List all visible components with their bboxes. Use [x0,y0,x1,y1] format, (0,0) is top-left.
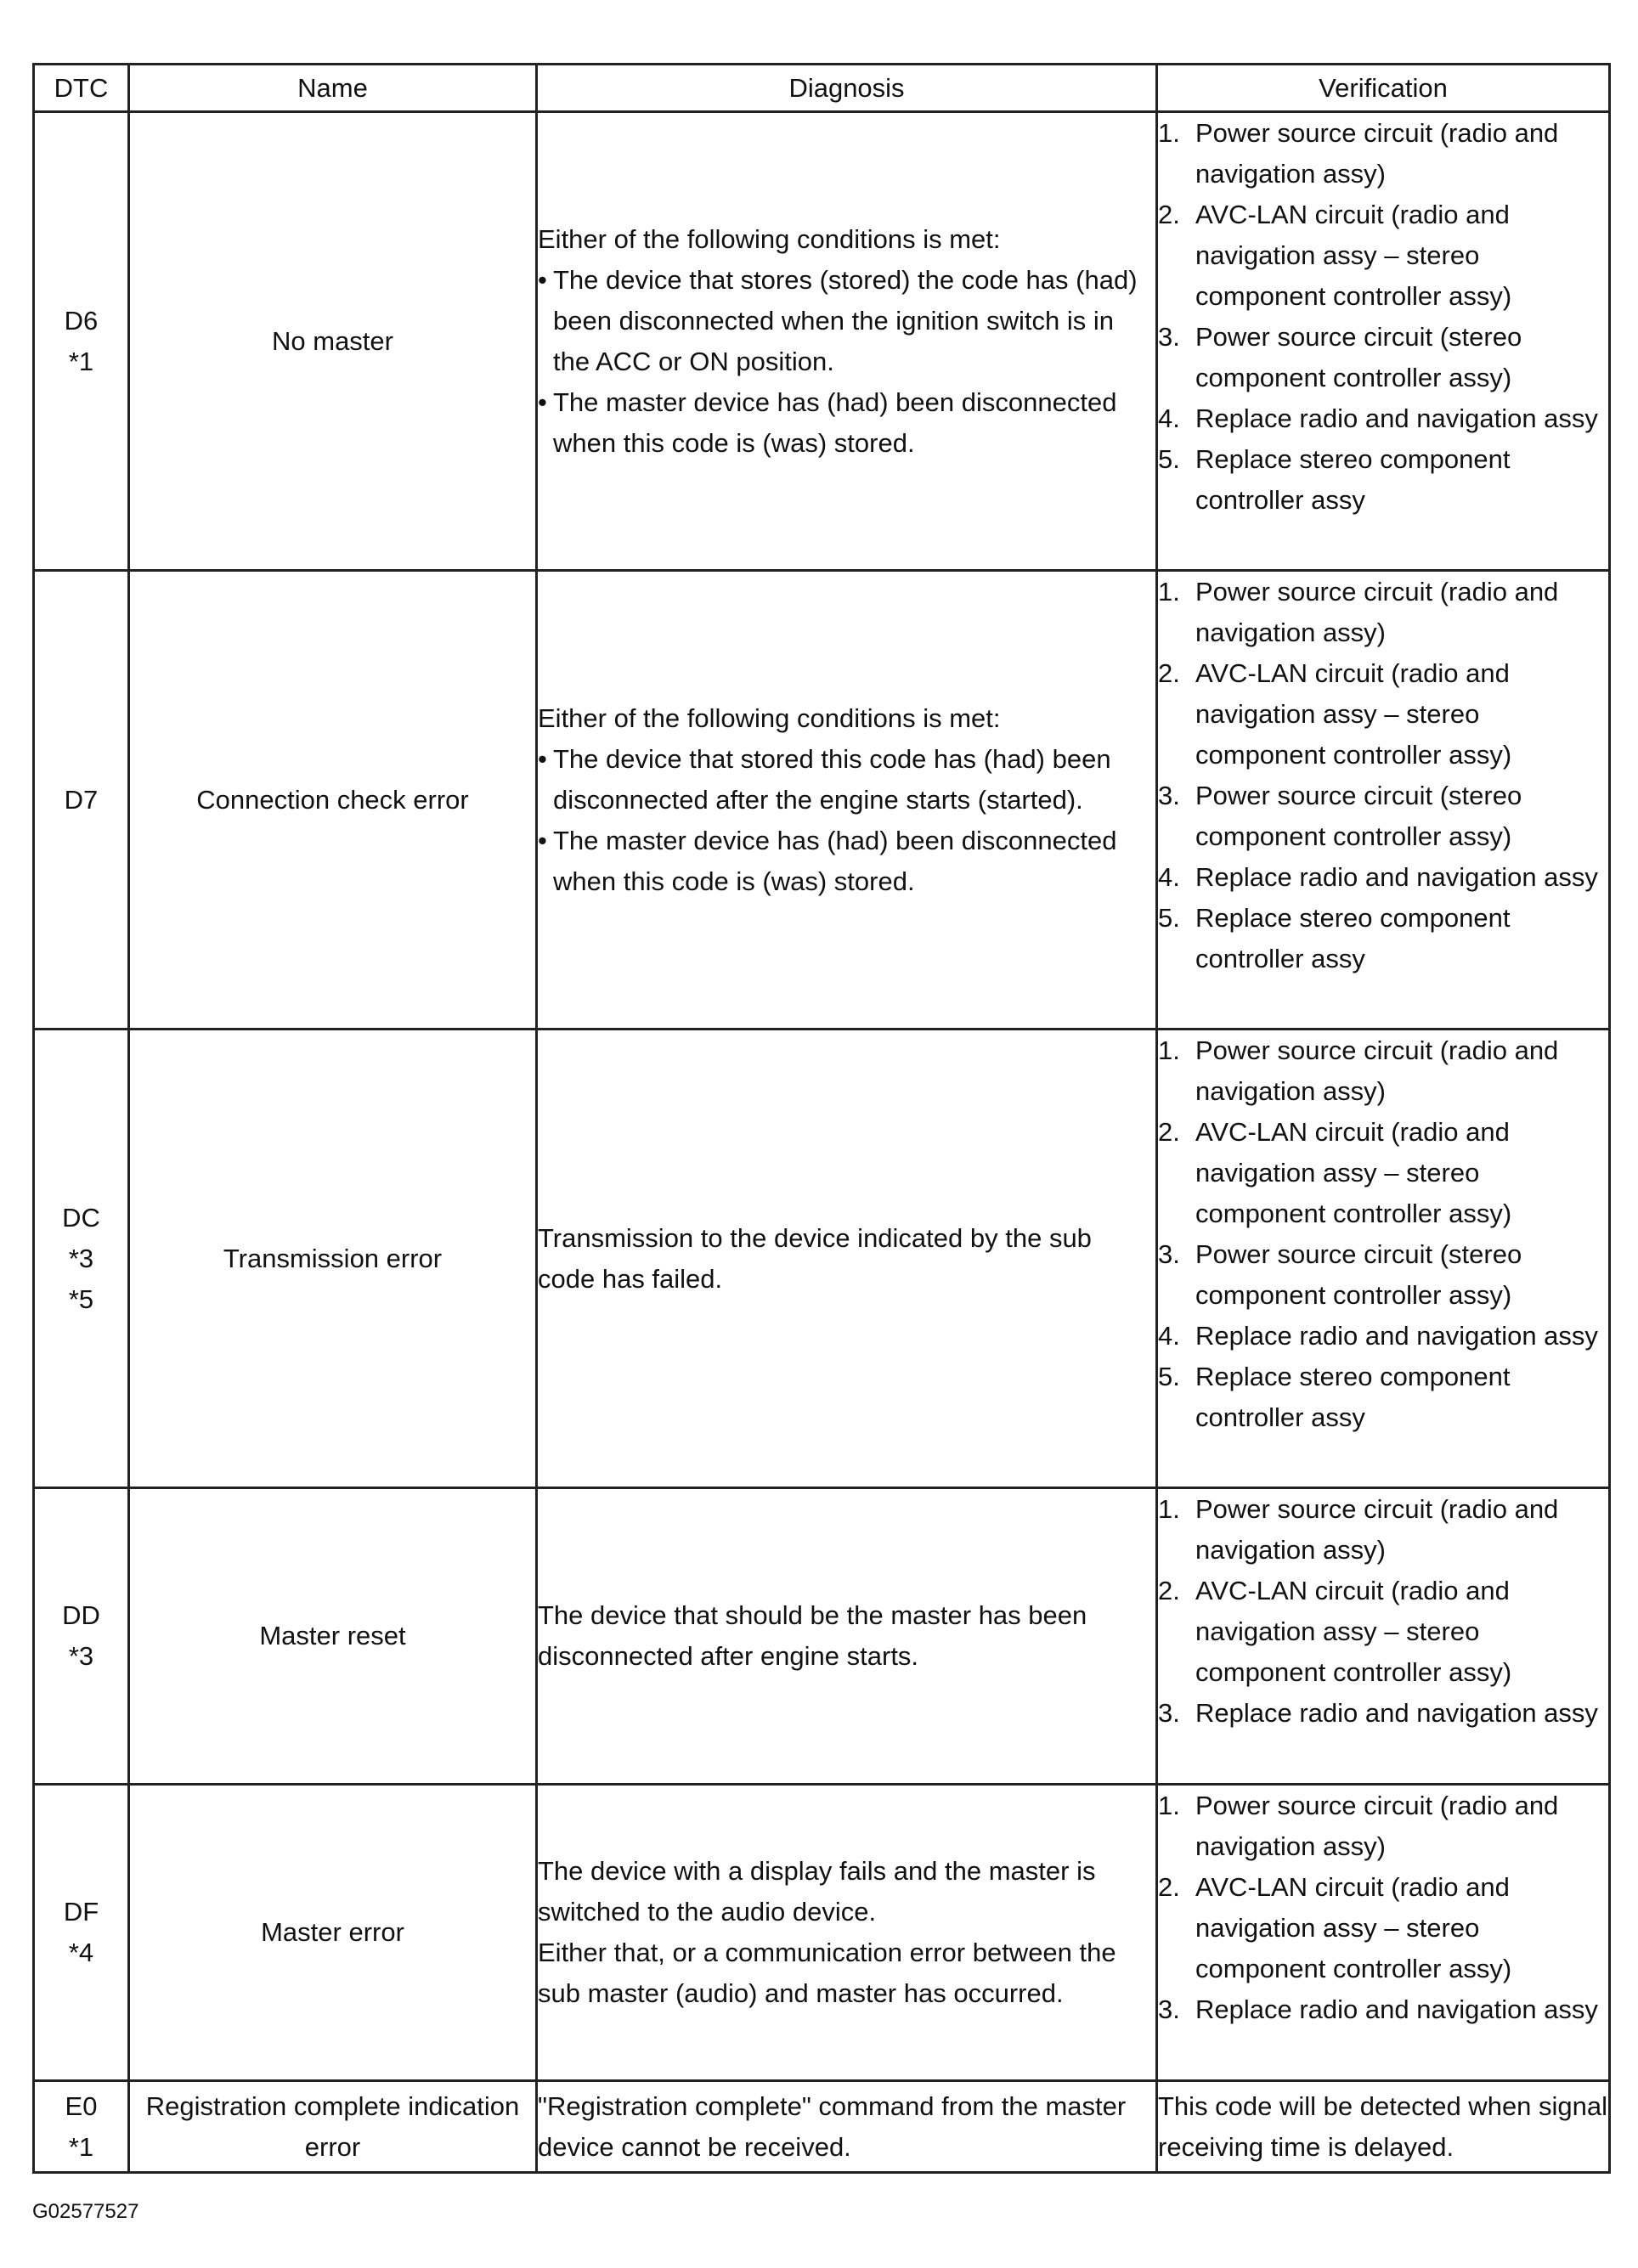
verification-step: 3. Power source circuit (stereo component controller assy) [1158,322,1522,392]
diagnosis-text: Either that, or a communication error between the sub master (audio) and master has occurred. [538,1938,1116,2008]
diagnosis-bullet: • The device that stores (stored) the code has (had) been disconnected when the ignition switch is in the ACC or ON position. [538,260,1155,382]
dtc-name: Registration complete indication error [129,2081,537,2173]
header-dtc: DTC [34,65,129,112]
table-row [34,2081,1610,2173]
diagnosis-text: Transmission to the device indicated by the sub code has failed. [538,1222,1092,1294]
diagnosis-text: The device that should be the master has been disconnected after engine starts. [538,1600,1087,1671]
verification-step: 1. Power source circuit (radio and navigation assy) [1158,577,1559,647]
verification-cell [1157,2081,1610,2173]
verification-step: 4. Replace radio and navigation assy [1158,862,1598,892]
verification-step: 2. AVC-LAN circuit (radio and navigation assy – stereo component controller assy) [1158,658,1512,770]
diagnosis-cell [537,1488,1157,1785]
header-diagnosis: Diagnosis [537,65,1157,112]
dtc-name: Master reset [129,1488,537,1785]
dtc-cell [34,1030,129,1488]
dtc-code: E0 [65,2090,98,2121]
dtc-note: *4 [68,1938,94,1967]
dtc-code: DC [62,1202,100,1233]
diagnosis-cell [537,112,1157,571]
verification-step: 2. AVC-LAN circuit (radio and navigation assy – stereo component controller assy) [1158,200,1512,311]
verification-steps [1158,1489,1608,1734]
dtc-code: DD [62,1600,100,1630]
verification-step: 2. AVC-LAN circuit (radio and navigation assy – stereo component controller assy) [1158,1117,1512,1228]
verification-step: 1. Power source circuit (radio and navigation assy) [1158,1791,1559,1861]
dtc-cell [34,1785,129,2081]
verification-step: 5. Replace stereo component controller assy [1158,444,1511,515]
verification-step: 3. Replace radio and navigation assy [1158,1698,1598,1728]
verification-step: 3. Replace radio and navigation assy [1158,1994,1598,2024]
verification-step: 5. Replace stereo component controller assy [1158,903,1511,973]
diagnosis-cell [537,571,1157,1030]
diagnosis-bullet: • The device that stored this code has (had) been disconnected after the engine starts (started). [538,739,1155,821]
dtc-cell [34,2081,129,2173]
diagnosis-cell [537,1030,1157,1488]
dtc-cell [34,571,129,1030]
figure-code: G02577527 [32,2200,139,2223]
dtc-name: Transmission error [129,1030,537,1488]
verification-steps [1158,1786,1608,2030]
diagnosis-cell [537,2081,1157,2173]
verification-step: 3. Power source circuit (stereo component controller assy) [1158,1239,1522,1310]
dtc-name: Master error [129,1785,537,2081]
verification-step: 1. Power source circuit (radio and navigation assy) [1158,118,1559,189]
verification-text: This code will be detected when signal receiving time is delayed. [1158,2090,1608,2162]
dtc-note: *3 [68,1243,94,1273]
verification-step: 4. Replace radio and navigation assy [1158,403,1598,433]
dtc-code: D6 [64,305,99,336]
diagnosis-text: "Registration complete" command from the master device cannot be received. [538,2090,1127,2162]
verification-steps [1158,572,1608,979]
dtc-note: *1 [68,346,94,376]
verification-step: 4. Replace radio and navigation assy [1158,1321,1598,1351]
table-row [34,1030,1610,1488]
diagnosis-cell [537,1785,1157,2081]
dtc-code: DF [63,1897,99,1927]
diagnosis-bullet: • The master device has (had) been disconnected when this code is (was) stored. [538,382,1155,464]
dtc-name: No master [129,112,537,571]
verification-step: 2. AVC-LAN circuit (radio and navigation assy – stereo component controller assy) [1158,1872,1512,1983]
verification-cell [1157,571,1610,1030]
table-row [34,1488,1610,1785]
verification-cell [1157,1785,1610,2081]
dtc-table [32,63,1611,2174]
verification-cell [1157,1488,1610,1785]
dtc-code: D7 [64,784,99,815]
diagnosis-bullet: • The master device has (had) been disconnected when this code is (was) stored. [538,821,1155,902]
dtc-cell [34,112,129,571]
diagnosis-intro: Either of the following conditions is met: [538,223,1001,254]
verification-steps [1158,113,1608,521]
header-row [34,65,1610,112]
table-row [34,112,1610,571]
dtc-cell [34,1488,129,1785]
verification-cell [1157,112,1610,571]
header-name: Name [129,65,537,112]
dtc-name: Connection check error [129,571,537,1030]
verification-step: 1. Power source circuit (radio and navigation assy) [1158,1035,1559,1106]
diagnosis-text: The device with a display fails and the master is switched to the audio device. [538,1856,1096,1927]
verification-step: 2. AVC-LAN circuit (radio and navigation assy – stereo component controller assy) [1158,1576,1512,1687]
verification-cell [1157,1030,1610,1488]
header-verification: Verification [1157,65,1610,112]
verification-step: 1. Power source circuit (radio and navigation assy) [1158,1494,1559,1565]
verification-step: 3. Power source circuit (stereo component controller assy) [1158,781,1522,851]
table-row [34,1785,1610,2081]
dtc-note: *3 [68,1641,94,1671]
dtc-note: *1 [68,2131,94,2162]
table-row [34,571,1610,1030]
diagnosis-intro: Either of the following conditions is met: [538,702,1001,733]
dtc-note: *5 [68,1284,94,1314]
verification-steps [1158,1030,1608,1438]
verification-step: 5. Replace stereo component controller assy [1158,1362,1511,1432]
